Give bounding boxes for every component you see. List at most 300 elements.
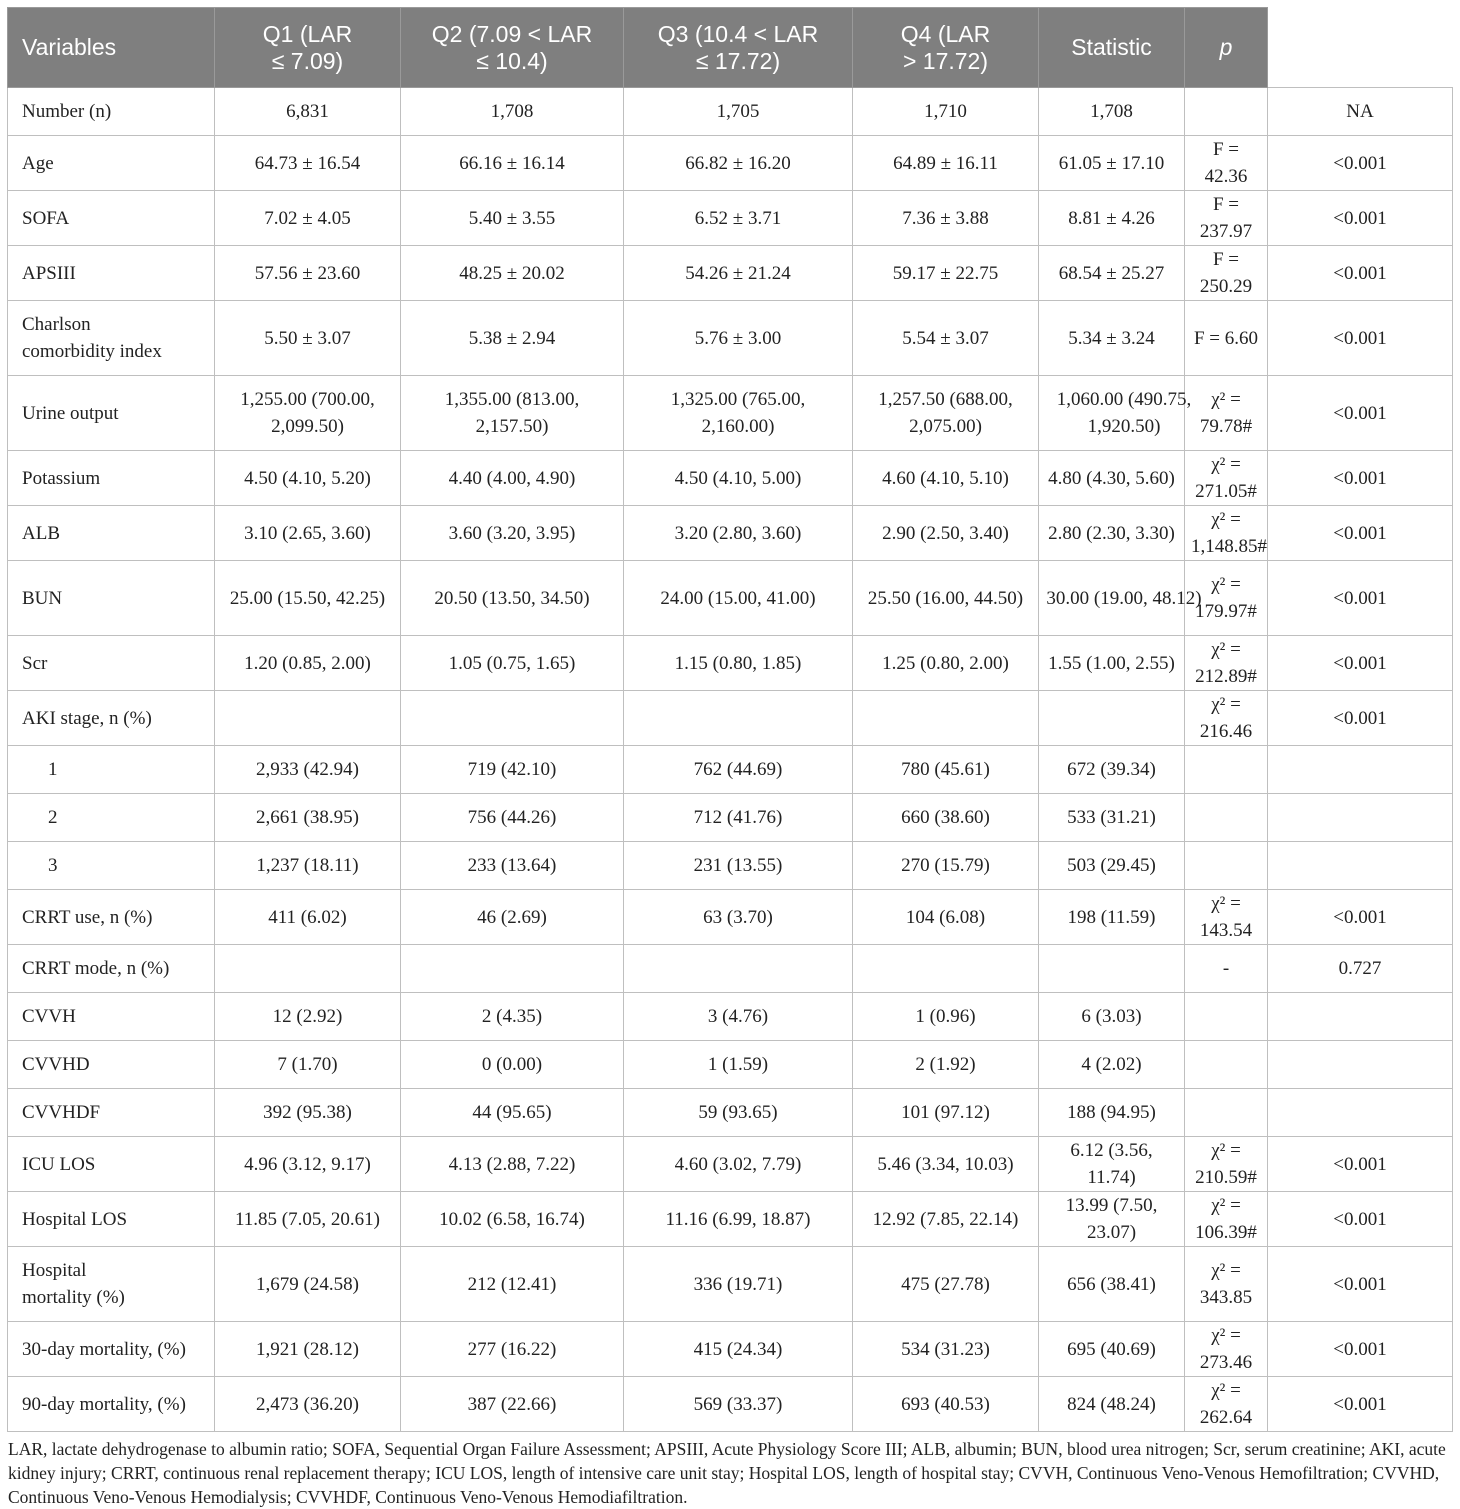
p-value: <0.001 [1333,1208,1387,1230]
cell-q3 [853,1192,1039,1247]
statistic-value: - [1222,958,1230,979]
cell-value: 59.17 ± 22.75 [892,262,999,284]
cell-value: 756 (44.26) [467,807,557,828]
cell-statistic [1185,1377,1268,1432]
cell-q1 [401,1041,624,1089]
cell-q0 [215,88,401,136]
cell-value: 1,705 [716,101,760,122]
cell-value: 198 (11.59) [1067,906,1156,928]
cell-q0 [215,636,401,691]
cell-value: 656 (38.41) [1067,1273,1156,1295]
cell-q3 [853,1247,1039,1322]
cell-q3 [853,301,1039,376]
cell-value: 5.34 ± 3.24 [1068,327,1155,349]
cell-value: 780 (45.61) [901,759,990,780]
table-row [8,246,1453,301]
header-line: Q4 (LAR [900,20,991,47]
table-row [8,794,1453,842]
table-row [8,1089,1453,1137]
cell-variable [8,993,215,1041]
header-line: Q3 (10.4 < LAR [657,20,819,47]
cell-value: 3.60 (3.20, 3.95) [448,522,576,544]
variable-label: Hospital LOS [22,1208,128,1230]
cell-statistic [1185,451,1268,506]
cell-q0 [215,1247,401,1322]
cell-value: 387 (22.66) [467,1393,557,1415]
cell-q3 [853,88,1039,136]
cell-q2 [624,691,853,746]
cell-value: 3.10 (2.65, 3.60) [244,522,371,544]
header-q3 [624,8,853,88]
cell-statistic [1185,691,1268,746]
statistic-value: χ² = 271.05# [1195,454,1257,502]
cell-value: 11.16 (6.99, 18.87) [665,1208,811,1230]
p-value: <0.001 [1333,906,1387,928]
cell-q1 [401,1089,624,1137]
header-line: > 17.72) [902,47,989,74]
header-line: ≤ 17.72) [695,47,781,74]
cell-p [1268,890,1453,945]
p-value: <0.001 [1333,1153,1387,1175]
cell-q3 [853,191,1039,246]
cell-p [1268,746,1453,794]
cell-q3 [853,890,1039,945]
cell-q4 [1039,1089,1185,1137]
cell-q0 [215,945,401,993]
cell-q1 [401,993,624,1041]
cell-q3 [853,945,1039,993]
cell-q2 [624,890,853,945]
cell-q4 [1039,993,1185,1041]
header-q1 [215,8,401,88]
table-row [8,451,1453,506]
cell-value: 66.16 ± 16.14 [459,152,565,174]
cell-value: 2 (1.92) [915,1054,976,1075]
cell-value: 4.13 (2.88, 7.22) [448,1153,576,1175]
cell-q3 [853,1137,1039,1192]
cell-q1 [401,561,624,636]
cell-q0 [215,691,401,746]
cell-value: 5.46 (3.34, 10.03) [877,1153,1014,1175]
cell-value: 63 (3.70) [703,906,773,928]
table-row [8,88,1453,136]
cell-p [1268,451,1453,506]
statistic-value: χ² = 343.85 [1199,1260,1253,1308]
cell-variable [8,890,215,945]
cell-value: 1,255.00 (700.00, 2,099.50) [240,389,375,437]
cell-statistic [1185,88,1268,136]
cell-value: 762 (44.69) [693,759,783,780]
cell-q3 [853,636,1039,691]
cell-value: 277 (16.22) [467,1338,557,1360]
cell-value: 12.92 (7.85, 22.14) [872,1208,1019,1230]
cell-q2 [624,1377,853,1432]
cell-q4 [1039,451,1185,506]
cell-value: 1,355.00 (813.00, 2,157.50) [444,389,580,437]
cell-q1 [401,301,624,376]
cell-value: 64.73 ± 16.54 [254,152,361,174]
cell-q1 [401,451,624,506]
p-value: <0.001 [1333,207,1387,229]
cell-q2 [624,191,853,246]
cell-q2 [624,301,853,376]
table-row [8,636,1453,691]
cell-value: 25.00 (15.50, 42.25) [229,587,386,609]
cell-q0 [215,561,401,636]
cell-value: 1.55 (1.00, 2.55) [1048,652,1175,674]
cell-p [1268,691,1453,746]
cell-q0 [215,301,401,376]
cell-p [1268,1089,1453,1137]
cell-q4 [1039,246,1185,301]
cell-variable [8,376,215,451]
cell-variable [8,1377,215,1432]
variable-label: SOFA [22,207,70,229]
cell-q3 [853,506,1039,561]
cell-q4 [1039,561,1202,636]
header-line: ≤ 7.09) [271,47,344,74]
cell-value: 2 (4.35) [481,1006,543,1027]
p-value: <0.001 [1333,707,1387,729]
cell-q4 [1039,88,1185,136]
cell-value: 2,661 (38.95) [256,807,359,828]
table-row [8,1192,1453,1247]
cell-q4 [1039,1377,1185,1432]
cell-value: 104 (6.08) [905,906,986,928]
cell-value: 1 (1.59) [707,1054,769,1075]
cell-value: 4.60 (4.10, 5.10) [882,467,1009,489]
cell-value: 212 (12.41) [467,1273,557,1295]
cell-q2 [624,1247,853,1322]
cell-variable [8,506,215,561]
cell-value: 54.26 ± 21.24 [685,262,791,284]
cell-value: 4.40 (4.00, 4.90) [448,467,576,489]
table-row [8,191,1453,246]
cell-q4 [1039,1041,1185,1089]
cell-value: 4.60 (3.02, 7.79) [674,1153,802,1175]
table-row [8,1377,1453,1432]
cell-q1 [401,1377,624,1432]
cell-q3 [853,842,1039,890]
cell-q4 [1039,691,1185,746]
cell-statistic [1185,794,1268,842]
cell-q1 [401,945,624,993]
p-value: <0.001 [1333,1393,1387,1415]
table-row [8,890,1453,945]
variable-label: 90-day mortality, (%) [22,1393,186,1415]
cell-q4 [1039,1137,1185,1192]
cell-q0 [215,1041,401,1089]
header-variables: Variables [8,8,215,88]
cell-p [1268,561,1453,636]
table-row [8,376,1453,451]
cell-statistic [1185,945,1268,993]
cell-variable [8,88,215,136]
cell-q1 [401,636,624,691]
cell-value: 569 (33.37) [693,1393,783,1415]
cell-value: 6,831 [286,101,329,122]
table-row [8,746,1453,794]
cell-variable [8,136,215,191]
variable-label: 1 [48,759,58,780]
variable-label: ALB [22,522,60,544]
cell-q3 [853,246,1039,301]
cell-q3 [853,1322,1039,1377]
cell-statistic [1185,842,1268,890]
cell-variable [8,1089,215,1137]
cell-value: 4.50 (4.10, 5.20) [244,467,371,489]
cell-q1 [401,842,624,890]
cell-q2 [624,88,853,136]
p-value: <0.001 [1333,1338,1387,1360]
cell-q2 [624,794,853,842]
variable-label: 30-day mortality, (%) [22,1338,186,1360]
cell-value: 7 (1.70) [277,1054,338,1075]
cell-value: 1 (0.96) [915,1006,976,1027]
statistic-value: F = 6.60 [1193,327,1259,349]
cell-value: 5.76 ± 3.00 [694,327,782,349]
cell-value: 13.99 (7.50, 23.07) [1065,1195,1158,1243]
statistic-value: χ² = 106.39# [1195,1195,1257,1243]
table-container [7,7,1453,1509]
cell-q4 [1039,842,1185,890]
variable-label: CRRT mode, n (%) [22,958,170,979]
cell-value: 503 (29.45) [1067,855,1156,876]
cell-q3 [853,746,1039,794]
cell-statistic [1185,993,1268,1041]
cell-q2 [624,451,853,506]
cell-value: 660 (38.60) [901,807,990,828]
cell-value: 1.15 (0.80, 1.85) [674,652,802,674]
cell-value: 4.80 (4.30, 5.60) [1048,467,1175,489]
cell-q1 [401,376,624,451]
p-value: <0.001 [1333,467,1387,489]
cell-statistic [1185,636,1268,691]
cell-variable [8,1041,215,1089]
cell-p [1268,301,1453,376]
cell-variable [8,691,215,746]
cell-q3 [853,451,1039,506]
cell-q3 [853,1089,1039,1137]
cell-value: 57.56 ± 23.60 [254,262,361,284]
variable-label: 2 [48,807,58,828]
variable-label: CVVH [22,1006,76,1027]
table-row [8,1137,1453,1192]
variable-label: Number (n) [22,101,112,122]
cell-q2 [624,842,853,890]
cell-q4 [1039,506,1185,561]
cell-p [1268,1192,1453,1247]
cell-p [1268,842,1453,890]
table-row [8,1322,1453,1377]
cell-value: 5.40 ± 3.55 [468,207,556,229]
variable-label: APSIII [22,262,76,284]
cell-value: 824 (48.24) [1067,1393,1156,1415]
cell-q0 [215,1192,401,1247]
table-row [8,301,1453,376]
cell-value: 1,921 (28.12) [256,1338,359,1360]
cell-q1 [401,246,624,301]
cell-variable [8,561,215,636]
cell-q0 [215,1377,401,1432]
cell-statistic [1185,1089,1268,1137]
cell-p [1268,1137,1453,1192]
variable-label: BUN [22,587,63,609]
cell-q3 [853,1041,1039,1089]
cell-p [1268,636,1453,691]
cell-value: 534 (31.23) [901,1338,990,1360]
cell-q1 [401,691,624,746]
cell-value: 415 (24.34) [693,1338,783,1360]
cell-variable [8,1192,215,1247]
cell-value: 6.52 ± 3.71 [694,207,782,229]
table-row [8,691,1453,746]
cell-q2 [624,376,853,451]
cell-value: 6.12 (3.56, 11.74) [1070,1140,1153,1188]
cell-p [1268,945,1453,993]
cell-q2 [624,1322,853,1377]
cell-q0 [215,506,401,561]
cell-p [1268,1247,1453,1322]
cell-value: 66.82 ± 16.20 [685,152,791,174]
cell-q3 [853,561,1039,636]
cell-statistic [1185,301,1268,376]
cell-p [1268,1377,1453,1432]
cell-value: 712 (41.76) [693,807,783,828]
cell-statistic [1185,1192,1268,1247]
variable-label: Age [22,152,54,174]
cell-variable [8,842,215,890]
cell-q1 [401,1137,624,1192]
cell-q3 [853,691,1039,746]
cell-q2 [624,993,853,1041]
cell-value: 44 (95.65) [472,1102,552,1123]
statistic-value: χ² = 262.64 [1199,1380,1253,1428]
cell-value: 1,237 (18.11) [256,855,359,876]
cell-statistic [1185,136,1268,191]
cell-q3 [853,993,1039,1041]
cell-value: 8.81 ± 4.26 [1068,207,1155,229]
cell-q4 [1039,191,1185,246]
cell-value: 1.25 (0.80, 2.00) [882,652,1009,674]
cell-statistic [1185,1137,1268,1192]
statistic-value: χ² = 179.97# [1195,574,1257,622]
cell-value: 48.25 ± 20.02 [459,262,565,284]
cell-variable [8,301,215,376]
statistic-value: χ² = 210.59# [1195,1140,1257,1188]
cell-q1 [401,88,624,136]
cell-value: 12 (2.92) [272,1006,343,1027]
cell-q2 [624,1137,853,1192]
cell-value: 1,257.50 (688.00, 2,075.00) [878,389,1013,437]
cell-q1 [401,1322,624,1377]
cell-statistic [1185,746,1268,794]
cell-q1 [401,794,624,842]
statistic-value: χ² = 1,148.85# [1191,509,1267,557]
cell-variable [8,191,215,246]
cell-p [1268,191,1453,246]
cell-q1 [401,1192,624,1247]
table-row [8,136,1453,191]
cell-q1 [401,136,624,191]
cell-value: 3.20 (2.80, 3.60) [674,522,802,544]
cell-value: 1,060.00 (490.75, 1,920.50) [1056,389,1192,437]
variable-label: Potassium [22,467,101,489]
cell-value: 5.50 ± 3.07 [264,327,351,349]
p-value: <0.001 [1333,587,1387,609]
cell-value: 1.05 (0.75, 1.65) [448,652,576,674]
cell-value: 392 (95.38) [263,1102,352,1123]
cell-variable [8,1137,215,1192]
statistic-value: F = 237.97 [1199,194,1253,242]
cell-variable [8,945,215,993]
cell-value: 5.54 ± 3.07 [902,327,989,349]
variable-label: ICU LOS [22,1153,96,1175]
cell-q2 [624,746,853,794]
header-p: p [1185,8,1268,88]
footnote: LAR, lactate dehydrogenase to albumin ratio; SOFA, Sequential Organ Failure Assessment; APSIII, Acute Physiology Score III; ALB, albumin; BUN, blood urea nitrogen; Scr, serum creatinine; AKI, acute kidney injury; CRRT, continuous renal replacement therapy; ICU LOS, length of intensive care unit stay; Hospital LOS, length of hospital stay; CVVH, Continuous Veno-Venous Hemofiltration; CVVHD, Continuous Veno-Venous Hemodialysis; CVVHDF, Continuous Veno-Venous Hemodiafiltration. [8,1439,1446,1507]
cell-q0 [215,993,401,1041]
cell-q0 [215,191,401,246]
cell-p [1268,794,1453,842]
cell-value: 475 (27.78) [901,1273,990,1295]
cell-q1 [401,890,624,945]
statistic-value: F = 250.29 [1199,249,1253,297]
cell-value: 4 (2.02) [1081,1054,1142,1075]
cell-q2 [624,1192,853,1247]
cell-q4 [1039,301,1185,376]
cell-q2 [624,506,853,561]
cell-q2 [624,636,853,691]
cell-variable [8,451,215,506]
cell-value: 1,710 [924,101,967,122]
statistic-value: χ² = 143.54 [1199,893,1253,941]
cell-value: 61.05 ± 17.10 [1058,152,1165,174]
cell-variable [8,246,215,301]
p-value: <0.001 [1333,402,1387,424]
cell-variable [8,794,215,842]
cell-q3 [853,376,1039,451]
table-row [8,1247,1453,1322]
cell-value: 1,679 (24.58) [256,1273,359,1295]
variable-label: Charlson comorbidity index [22,314,162,362]
cell-q3 [853,794,1039,842]
cell-value: 336 (19.71) [693,1273,783,1295]
cell-q1 [401,746,624,794]
table-row [8,561,1453,636]
cell-q1 [401,506,624,561]
cell-q0 [215,376,401,451]
cell-q3 [853,136,1039,191]
cell-value: 2,473 (36.20) [256,1393,359,1415]
cell-q1 [401,1247,624,1322]
cell-value: 64.89 ± 16.11 [893,152,998,174]
variable-label: CVVHDF [22,1102,101,1123]
cell-variable [8,636,215,691]
cell-value: 719 (42.10) [467,759,557,780]
cell-q0 [215,136,401,191]
cell-q2 [624,1041,853,1089]
cell-q0 [215,451,401,506]
cell-q0 [215,890,401,945]
cell-q3 [853,1377,1039,1432]
p-value: <0.001 [1333,327,1387,349]
cell-q0 [215,246,401,301]
cell-value: 6 (3.03) [1081,1006,1142,1027]
cell-q4 [1039,1247,1185,1322]
variable-label: CRRT use, n (%) [22,906,153,928]
p-value: <0.001 [1333,262,1387,284]
